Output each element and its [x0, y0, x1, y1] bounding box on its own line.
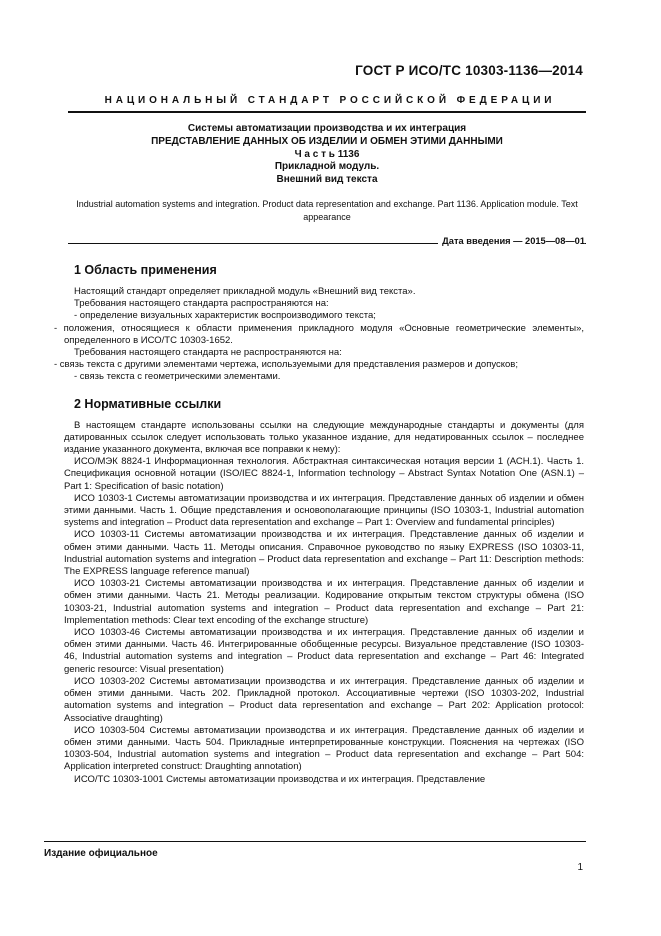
top-divider: [68, 111, 586, 113]
title-line: Внешний вид текста: [276, 174, 378, 186]
title-line: Системы автоматизации производства и их интеграция: [187, 123, 467, 134]
section-heading: 1 Область применения: [74, 263, 217, 277]
paragraph: Требования настоящего стандарта не распространяются на:: [74, 347, 342, 359]
reference-item: ИСО 10303-46 Системы автоматизации производства и их интеграция. Представление данных об изделии и обмен этими данными. Часть 46. Интегрированные обобщенные ресурсы. Визуальное представление (ISO 10303-46, Industrial automation systems and integration – Product data representation and exchange – Part 46: Integrated generic resource: Visual presentation): [64, 627, 584, 675]
reference-item: ИСО/МЭК 8824-1 Информационная технология. Абстрактная синтаксическая нотация версии 1 (АСН.1). Часть 1. Спецификация основной нотации (ISO/IEC 8824-1, Information technology – Abstract Syntax Notation One (ASN.1) – Part 1: Specification of basic notation): [64, 456, 584, 492]
title-line: Прикладной модуль.: [274, 161, 380, 173]
introduction-date: Дата введения — 2015—08—01: [438, 236, 585, 246]
title-line: Ч а с т ь 1136: [294, 148, 360, 160]
paragraph: В настоящем стандарте использованы ссылки на следующие международные стандарты и документы (для датированных ссылок следует использовать только указанное издание, для недатированных ссылок – последнее издание указанного документа, включая все поправки к нему):: [64, 419, 584, 456]
reference-item: ИСО 10303-1 Системы автоматизации производства и их интеграция. Представление данных об изделии и обмен этими данными. Часть 1. Общие представления и основополагающие принципы (ISO 10303-1, Industrial automation systems and integration – Product data representation and exchange – Part 1: Overview and fundamental principles): [64, 492, 584, 529]
page-number: 1: [577, 862, 583, 873]
list-item: - связь текста с геометрическими элементами.: [74, 371, 281, 383]
section-heading: 2 Нормативные ссылки: [74, 396, 222, 411]
edition-label: Издание официальное: [44, 848, 158, 859]
footer-divider: [44, 841, 586, 842]
list-item: - положения, относящиеся к области применения прикладного модуля «Основные геометрические элементы», определенного в ИСО/ТС 10303-1652.: [54, 322, 584, 346]
section-body: [54, 286, 584, 384]
section-body: [64, 419, 584, 786]
list-item: - определение визуальных характеристик воспроизводимого текста;: [74, 310, 376, 322]
list-item: - связь текста с другими элементами чертежа, используемыми для представления размеров и допусков;: [54, 359, 518, 371]
reference-item: ИСО 10303-504 Системы автоматизации производства и их интеграция. Представление данных об изделии и обмен этими данными. Часть 504. Прикладные интерпретированные конструкции. Пояснения на чертежах (ISO 10303-504, Industrial automation systems and integration – Product data representation and exchange – Part 504: Application interpreted construct: Draughting annotation): [64, 724, 584, 773]
paragraph: Настоящий стандарт определяет прикладной модуль «Внешний вид текста».: [74, 286, 416, 297]
title-block: [68, 123, 586, 187]
english-title: Industrial automation systems and integration. Product data representation and exchange. Part 1136. Application module. Text appearance: [76, 199, 578, 222]
reference-item: ИСО 10303-11 Системы автоматизации производства и их интеграция. Представление данных об изделии и обмен этими данными. Часть 11. Методы описания. Справочное руководство по языку EXPRESS (ISO 10303-11, Industrial automation systems and integration – Product data representation and exchange – Part 11: Description methods: The EXPRESS language reference manual): [64, 529, 584, 578]
paragraph: Требования настоящего стандарта распространяются на:: [74, 298, 329, 310]
national-standard-heading: НАЦИОНАЛЬНЫЙ СТАНДАРТ РОССИЙСКОЙ ФЕДЕРАЦИИ: [104, 95, 556, 106]
document-code: ГОСТ Р ИСО/ТС 10303-1136—2014: [355, 63, 583, 78]
reference-item: ИСО 10303-21 Системы автоматизации производства и их интеграция. Представление данных об изделии и обмен этими данными. Часть 21. Методы реализации. Кодирование открытым текстом структуры обмена (ISO 10303-21, Industrial automation systems and integration – Product data representation and exchange – Part 21: Implementation methods: Clear text encoding of the exchange structure): [64, 578, 584, 626]
reference-item: ИСО 10303-202 Системы автоматизации производства и их интеграция. Представление данных об изделии и обмен этими данными. Часть 202. Прикладной протокол. Ассоциативные чертежи (ISO 10303-202, Industrial automation systems and integration – Product data representation and exchange – Part 202: Application protocol: Associative draughting): [64, 675, 584, 724]
main-content: [54, 262, 584, 786]
reference-item: ИСО/ТС 10303-1001 Системы автоматизации производства и их интеграция. Представление: [74, 773, 486, 785]
title-line: ПРЕДСТАВЛЕНИЕ ДАННЫХ ОБ ИЗДЕЛИИ И ОБМЕН ЭТИМИ ДАННЫМИ: [151, 135, 503, 147]
